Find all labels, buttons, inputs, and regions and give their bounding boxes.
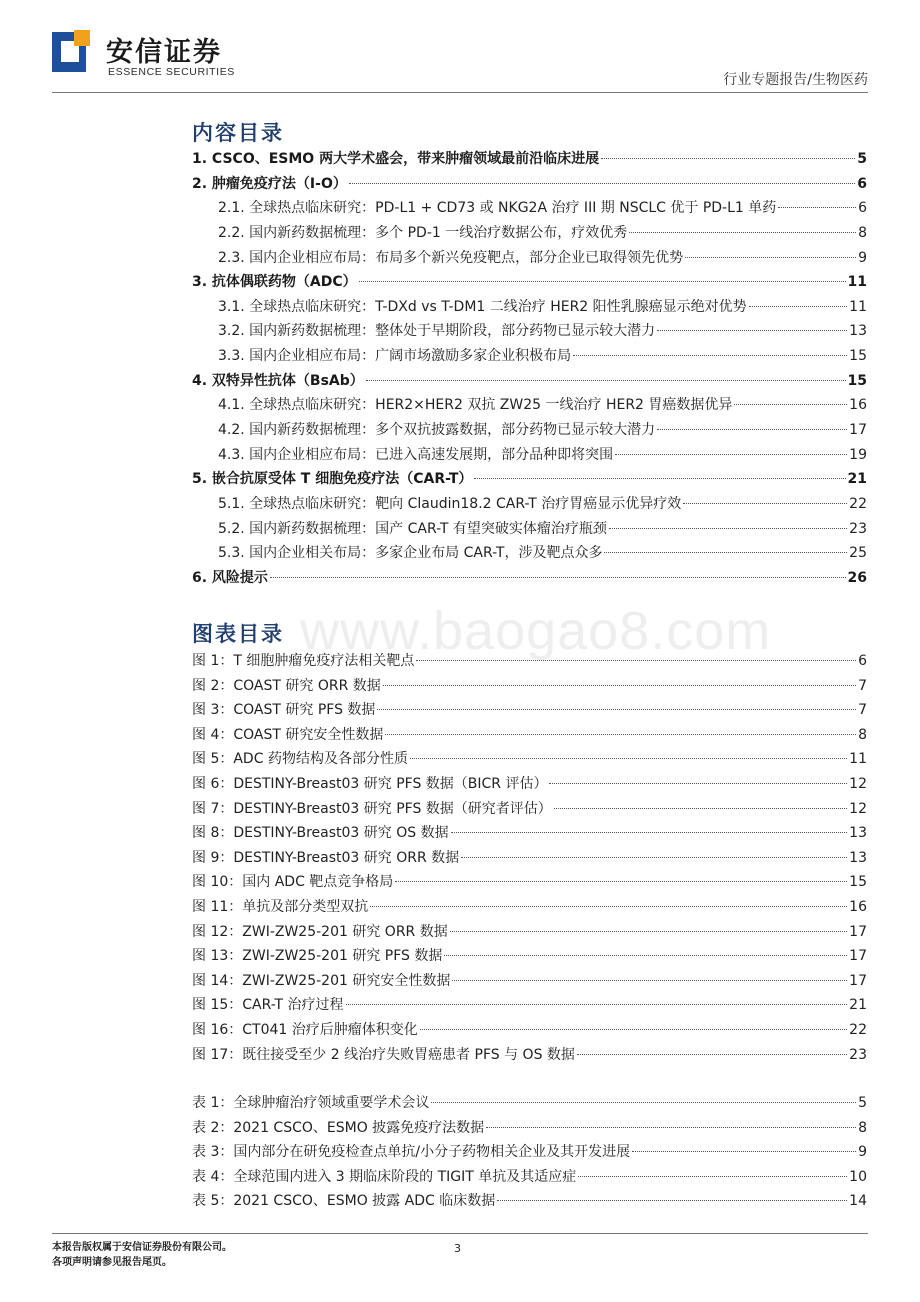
- toc-entry-text: 4.1. 全球热点临床研究：HER2×HER2 双抗 ZW25 一线治疗 HER2 胃癌数据优异: [218, 397, 733, 414]
- copyright-line-1: 本报告版权属于安信证券股份有限公司。: [52, 1242, 232, 1253]
- toc-entry[interactable]: [192, 468, 867, 493]
- toc-entry-text: 5.3. 国内企业相关布局：多家企业布局 CAR-T，涉及靶点众多: [218, 545, 603, 562]
- figure-entry[interactable]: [192, 724, 867, 749]
- figure-entry-page: 12: [849, 800, 867, 817]
- toc-entry-text: 3. 抗体偶联药物（ADC）: [192, 274, 357, 291]
- figure-entry-text: 图 8：DESTINY-Breast03 研究 OS 数据: [192, 825, 449, 842]
- toc-entry[interactable]: [192, 271, 867, 296]
- brand-name-en: ESSENCE SECURITIES: [108, 66, 235, 78]
- toc-entry-text: 5.2. 国内新药数据梳理：国产 CAR-T 有望突破实体瘤治疗瓶颈: [218, 520, 607, 537]
- toc-entry-page: 15: [849, 348, 867, 365]
- figure-entry-page: 7: [858, 702, 867, 719]
- toc-entry[interactable]: [192, 370, 867, 395]
- dot-leader: [444, 955, 847, 956]
- figure-entry-text: 图 17：既往接受至少 2 线治疗失败胃癌患者 PFS 与 OS 数据: [192, 1046, 575, 1063]
- figure-list: [192, 650, 867, 1068]
- toc-entry-page: 26: [847, 569, 867, 586]
- figure-entry-page: 17: [849, 948, 867, 965]
- toc-entry[interactable]: [192, 296, 867, 321]
- dot-leader: [370, 906, 847, 907]
- table-entry-text: 表 2：2021 CSCO、ESMO 披露免疫疗法数据: [192, 1119, 485, 1136]
- dot-leader: [632, 1151, 856, 1152]
- figure-entry[interactable]: [192, 699, 867, 724]
- dot-leader: [346, 1004, 848, 1005]
- figure-entry-page: 8: [858, 726, 867, 743]
- dot-leader: [486, 1127, 856, 1128]
- figure-entry-page: 17: [849, 923, 867, 940]
- dot-leader: [577, 1054, 847, 1055]
- figure-entry-text: 图 12：ZWI-ZW25-201 研究 ORR 数据: [192, 923, 448, 940]
- toc-entry-page: 6: [857, 175, 867, 192]
- figure-entry[interactable]: [192, 822, 867, 847]
- table-entry-text: 表 4：全球范围内进入 3 期临床阶段的 TIGIT 单抗及其适应症: [192, 1168, 577, 1185]
- figure-entry-text: 图 3：COAST 研究 PFS 数据: [192, 702, 376, 719]
- toc-title: 内容目录: [192, 121, 284, 145]
- figure-entry-text: 图 15：CAR-T 治疗过程: [192, 997, 344, 1014]
- figure-entry[interactable]: [192, 970, 867, 995]
- toc-entry[interactable]: [192, 394, 867, 419]
- table-entry-page: 10: [849, 1168, 867, 1185]
- dot-leader: [395, 881, 847, 882]
- dot-leader: [385, 734, 856, 735]
- dot-leader: [431, 1102, 856, 1103]
- essence-logo-icon: [52, 30, 94, 74]
- toc-entry[interactable]: [192, 197, 867, 222]
- toc-entry-text: 4.3. 国内企业相应布局：已进入高速发展期，部分品种即将突围: [218, 446, 614, 463]
- figure-entry-text: 图 2：COAST 研究 ORR 数据: [192, 677, 381, 694]
- toc-entry-page: 6: [858, 200, 867, 217]
- figure-entry[interactable]: [192, 650, 867, 675]
- footer-divider: [52, 1233, 868, 1234]
- dot-leader: [578, 1176, 847, 1177]
- toc-entry-text: 4. 双特异性抗体（BsAb）: [192, 372, 364, 389]
- toc-entry-page: 17: [849, 422, 867, 439]
- figure-entry-page: 13: [849, 849, 867, 866]
- copyright-line-2: 各项声明请参见报告尾页。: [52, 1257, 172, 1268]
- toc-entry[interactable]: [192, 419, 867, 444]
- dot-leader: [349, 183, 855, 184]
- figure-entry-page: 13: [849, 825, 867, 842]
- toc-entry[interactable]: [192, 173, 867, 198]
- toc-entry-page: 5: [857, 151, 867, 167]
- dot-leader: [497, 1200, 847, 1201]
- dot-leader: [461, 857, 847, 858]
- figure-entry[interactable]: [192, 847, 867, 872]
- dot-leader: [416, 660, 856, 661]
- dot-leader: [609, 528, 847, 529]
- table-list: [192, 1092, 867, 1215]
- table-entry[interactable]: [192, 1092, 867, 1117]
- toc-entry-page: 13: [849, 323, 867, 340]
- dot-leader: [452, 980, 847, 981]
- toc-entry-text: 1. CSCO、ESMO 两大学术盛会，带来肿瘤领域最前沿临床进展: [192, 151, 600, 167]
- table-entry-page: 9: [858, 1144, 867, 1161]
- figure-entry-page: 16: [849, 898, 867, 915]
- toc-entry-page: 15: [847, 372, 867, 389]
- figure-entry[interactable]: [192, 945, 867, 970]
- toc-entry[interactable]: [192, 542, 867, 567]
- toc-entry[interactable]: [192, 247, 867, 272]
- dot-leader: [778, 207, 856, 208]
- toc-entry-page: 11: [849, 298, 867, 315]
- figure-entry[interactable]: [192, 1044, 867, 1069]
- figure-entry-text: 图 1：T 细胞肿瘤免疫疗法相关靶点: [192, 653, 415, 669]
- dot-leader: [554, 808, 847, 809]
- figure-entry-text: 图 14：ZWI-ZW25-201 研究安全性数据: [192, 972, 451, 989]
- toc-entry-text: 2. 肿瘤免疫疗法（I-O）: [192, 175, 347, 192]
- toc-entry[interactable]: [192, 320, 867, 345]
- toc-entry-text: 2.2. 国内新药数据梳理：多个 PD-1 一线治疗数据公布，疗效优秀: [218, 224, 628, 241]
- toc-entry-text: 6. 风险提示: [192, 569, 268, 586]
- table-entry-text: 表 5：2021 CSCO、ESMO 披露 ADC 临床数据: [192, 1193, 496, 1210]
- page-header: [0, 0, 920, 100]
- toc-entry-page: 21: [847, 471, 867, 488]
- figure-entry-page: 15: [849, 874, 867, 891]
- header-divider: [52, 92, 868, 93]
- toc-entry-text: 4.2. 国内新药数据梳理：多个双抗披露数据，部分药物已显示较大潜力: [218, 422, 656, 439]
- copyright-note: [52, 1240, 232, 1270]
- toc-entry-text: 2.3. 国内企业相应布局：布局多个新兴免疫靶点，部分企业已取得领先优势: [218, 249, 684, 266]
- toc-entry[interactable]: [192, 567, 867, 592]
- figure-entry[interactable]: [192, 1019, 867, 1044]
- dot-leader: [366, 380, 846, 381]
- toc-entry-page: 22: [849, 495, 867, 512]
- figure-entry[interactable]: [192, 748, 867, 773]
- toc-entry-text: 3.1. 全球热点临床研究：T-DXd vs T-DM1 二线治疗 HER2 阳性乳腺癌显示绝对优势: [218, 298, 747, 315]
- figure-entry-text: 图 7：DESTINY-Breast03 研究 PFS 数据（研究者评估）: [192, 800, 552, 817]
- figure-entry-text: 图 13：ZWI-ZW25-201 研究 PFS 数据: [192, 948, 443, 965]
- dot-leader: [615, 454, 847, 455]
- figure-entry-text: 图 4：COAST 研究安全性数据: [192, 726, 384, 743]
- figure-entry-text: 图 10：国内 ADC 靶点竞争格局: [192, 874, 394, 891]
- toc-entry-text: 3.3. 国内企业相应布局：广阔市场激励多家企业积极布局: [218, 348, 572, 365]
- dot-leader: [474, 478, 845, 479]
- dot-leader: [359, 281, 846, 282]
- toc-entry-text: 2.1. 全球热点临床研究：PD-L1 + CD73 或 NKG2A 治疗 III 期 NSCLC 优于 PD-L1 单药: [218, 200, 777, 217]
- dot-leader: [549, 783, 847, 784]
- toc-entry-page: 23: [849, 520, 867, 537]
- toc-entry[interactable]: [192, 148, 867, 173]
- dot-leader: [685, 257, 856, 258]
- figure-entry-page: 23: [849, 1046, 867, 1063]
- figure-entry[interactable]: [192, 994, 867, 1019]
- dot-leader: [451, 832, 848, 833]
- dot-leader: [629, 232, 856, 233]
- figure-entry-page: 21: [849, 997, 867, 1014]
- dot-leader: [601, 158, 855, 159]
- toc-entry-page: 8: [858, 224, 867, 241]
- table-entry-page: 8: [858, 1119, 867, 1136]
- figure-entry-page: 11: [849, 751, 867, 768]
- toc-entry-page: 25: [849, 545, 867, 562]
- dot-leader: [420, 1029, 847, 1030]
- figure-entry-text: 图 9：DESTINY-Breast03 研究 ORR 数据: [192, 849, 460, 866]
- toc-entry[interactable]: [192, 222, 867, 247]
- toc-entry-page: 19: [849, 446, 867, 463]
- figure-entry[interactable]: [192, 871, 867, 896]
- figure-list-title: 图表目录: [192, 622, 284, 646]
- table-entry[interactable]: [192, 1117, 867, 1142]
- dot-leader: [410, 758, 847, 759]
- table-entry-page: 5: [858, 1095, 867, 1111]
- toc-entry-text: 5. 嵌合抗原受体 T 细胞免疫疗法（CAR-T）: [192, 471, 473, 488]
- table-entry-page: 14: [849, 1193, 867, 1210]
- figure-entry-page: 17: [849, 972, 867, 989]
- figure-entry[interactable]: [192, 798, 867, 823]
- figure-entry-page: 7: [858, 677, 867, 694]
- brand-name-cn: 安信证券: [106, 37, 222, 68]
- table-entry-text: 表 3：国内部分在研免疫检查点单抗/小分子药物相关企业及其开发进展: [192, 1144, 631, 1161]
- dot-leader: [450, 931, 847, 932]
- figure-entry-text: 图 11：单抗及部分类型双抗: [192, 898, 369, 915]
- figure-entry-text: 图 6：DESTINY-Breast03 研究 PFS 数据（BICR 评估）: [192, 775, 548, 792]
- toc-entry[interactable]: [192, 493, 867, 518]
- dot-leader: [657, 330, 847, 331]
- report-type-label: 行业专题报告/生物医药: [723, 72, 868, 88]
- figure-entry[interactable]: [192, 773, 867, 798]
- toc-entry-page: 9: [858, 249, 867, 266]
- figure-entry-text: 图 16：CT041 治疗后肿瘤体积变化: [192, 1021, 418, 1038]
- figure-entry[interactable]: [192, 921, 867, 946]
- figure-entry-text: 图 5：ADC 药物结构及各部分性质: [192, 751, 408, 768]
- toc-entry[interactable]: [192, 345, 867, 370]
- toc-entry-text: 3.2. 国内新药数据梳理：整体处于早期阶段，部分药物已显示较大潜力: [218, 323, 656, 340]
- toc-entry-page: 11: [847, 274, 867, 291]
- watermark: www.baogao8.com: [300, 601, 772, 661]
- dot-leader: [383, 685, 856, 686]
- dot-leader: [734, 404, 847, 405]
- dot-leader: [657, 429, 847, 430]
- page-number: 3: [454, 1242, 461, 1255]
- toc-entry[interactable]: [192, 444, 867, 469]
- dot-leader: [749, 306, 848, 307]
- table-entry[interactable]: [192, 1190, 867, 1215]
- table-entry-text: 表 1：全球肿瘤治疗领域重要学术会议: [192, 1095, 430, 1111]
- dot-leader: [377, 709, 856, 710]
- figure-entry-page: 22: [849, 1021, 867, 1038]
- toc-entry-page: 16: [849, 397, 867, 414]
- toc-entry-text: 5.1. 全球热点临床研究：靶向 Claudin18.2 CAR-T 治疗胃癌显示优异疗效: [218, 495, 682, 512]
- figure-entry-page: 12: [849, 775, 867, 792]
- table-entry[interactable]: [192, 1166, 867, 1191]
- figure-entry-page: 6: [858, 653, 867, 669]
- dot-leader: [604, 552, 847, 553]
- figure-entry[interactable]: [192, 675, 867, 700]
- figure-entry[interactable]: [192, 896, 867, 921]
- dot-leader: [270, 577, 846, 578]
- toc-list: [192, 148, 867, 592]
- dot-leader: [683, 503, 847, 504]
- table-entry[interactable]: [192, 1141, 867, 1166]
- dot-leader: [573, 355, 847, 356]
- toc-entry[interactable]: [192, 518, 867, 543]
